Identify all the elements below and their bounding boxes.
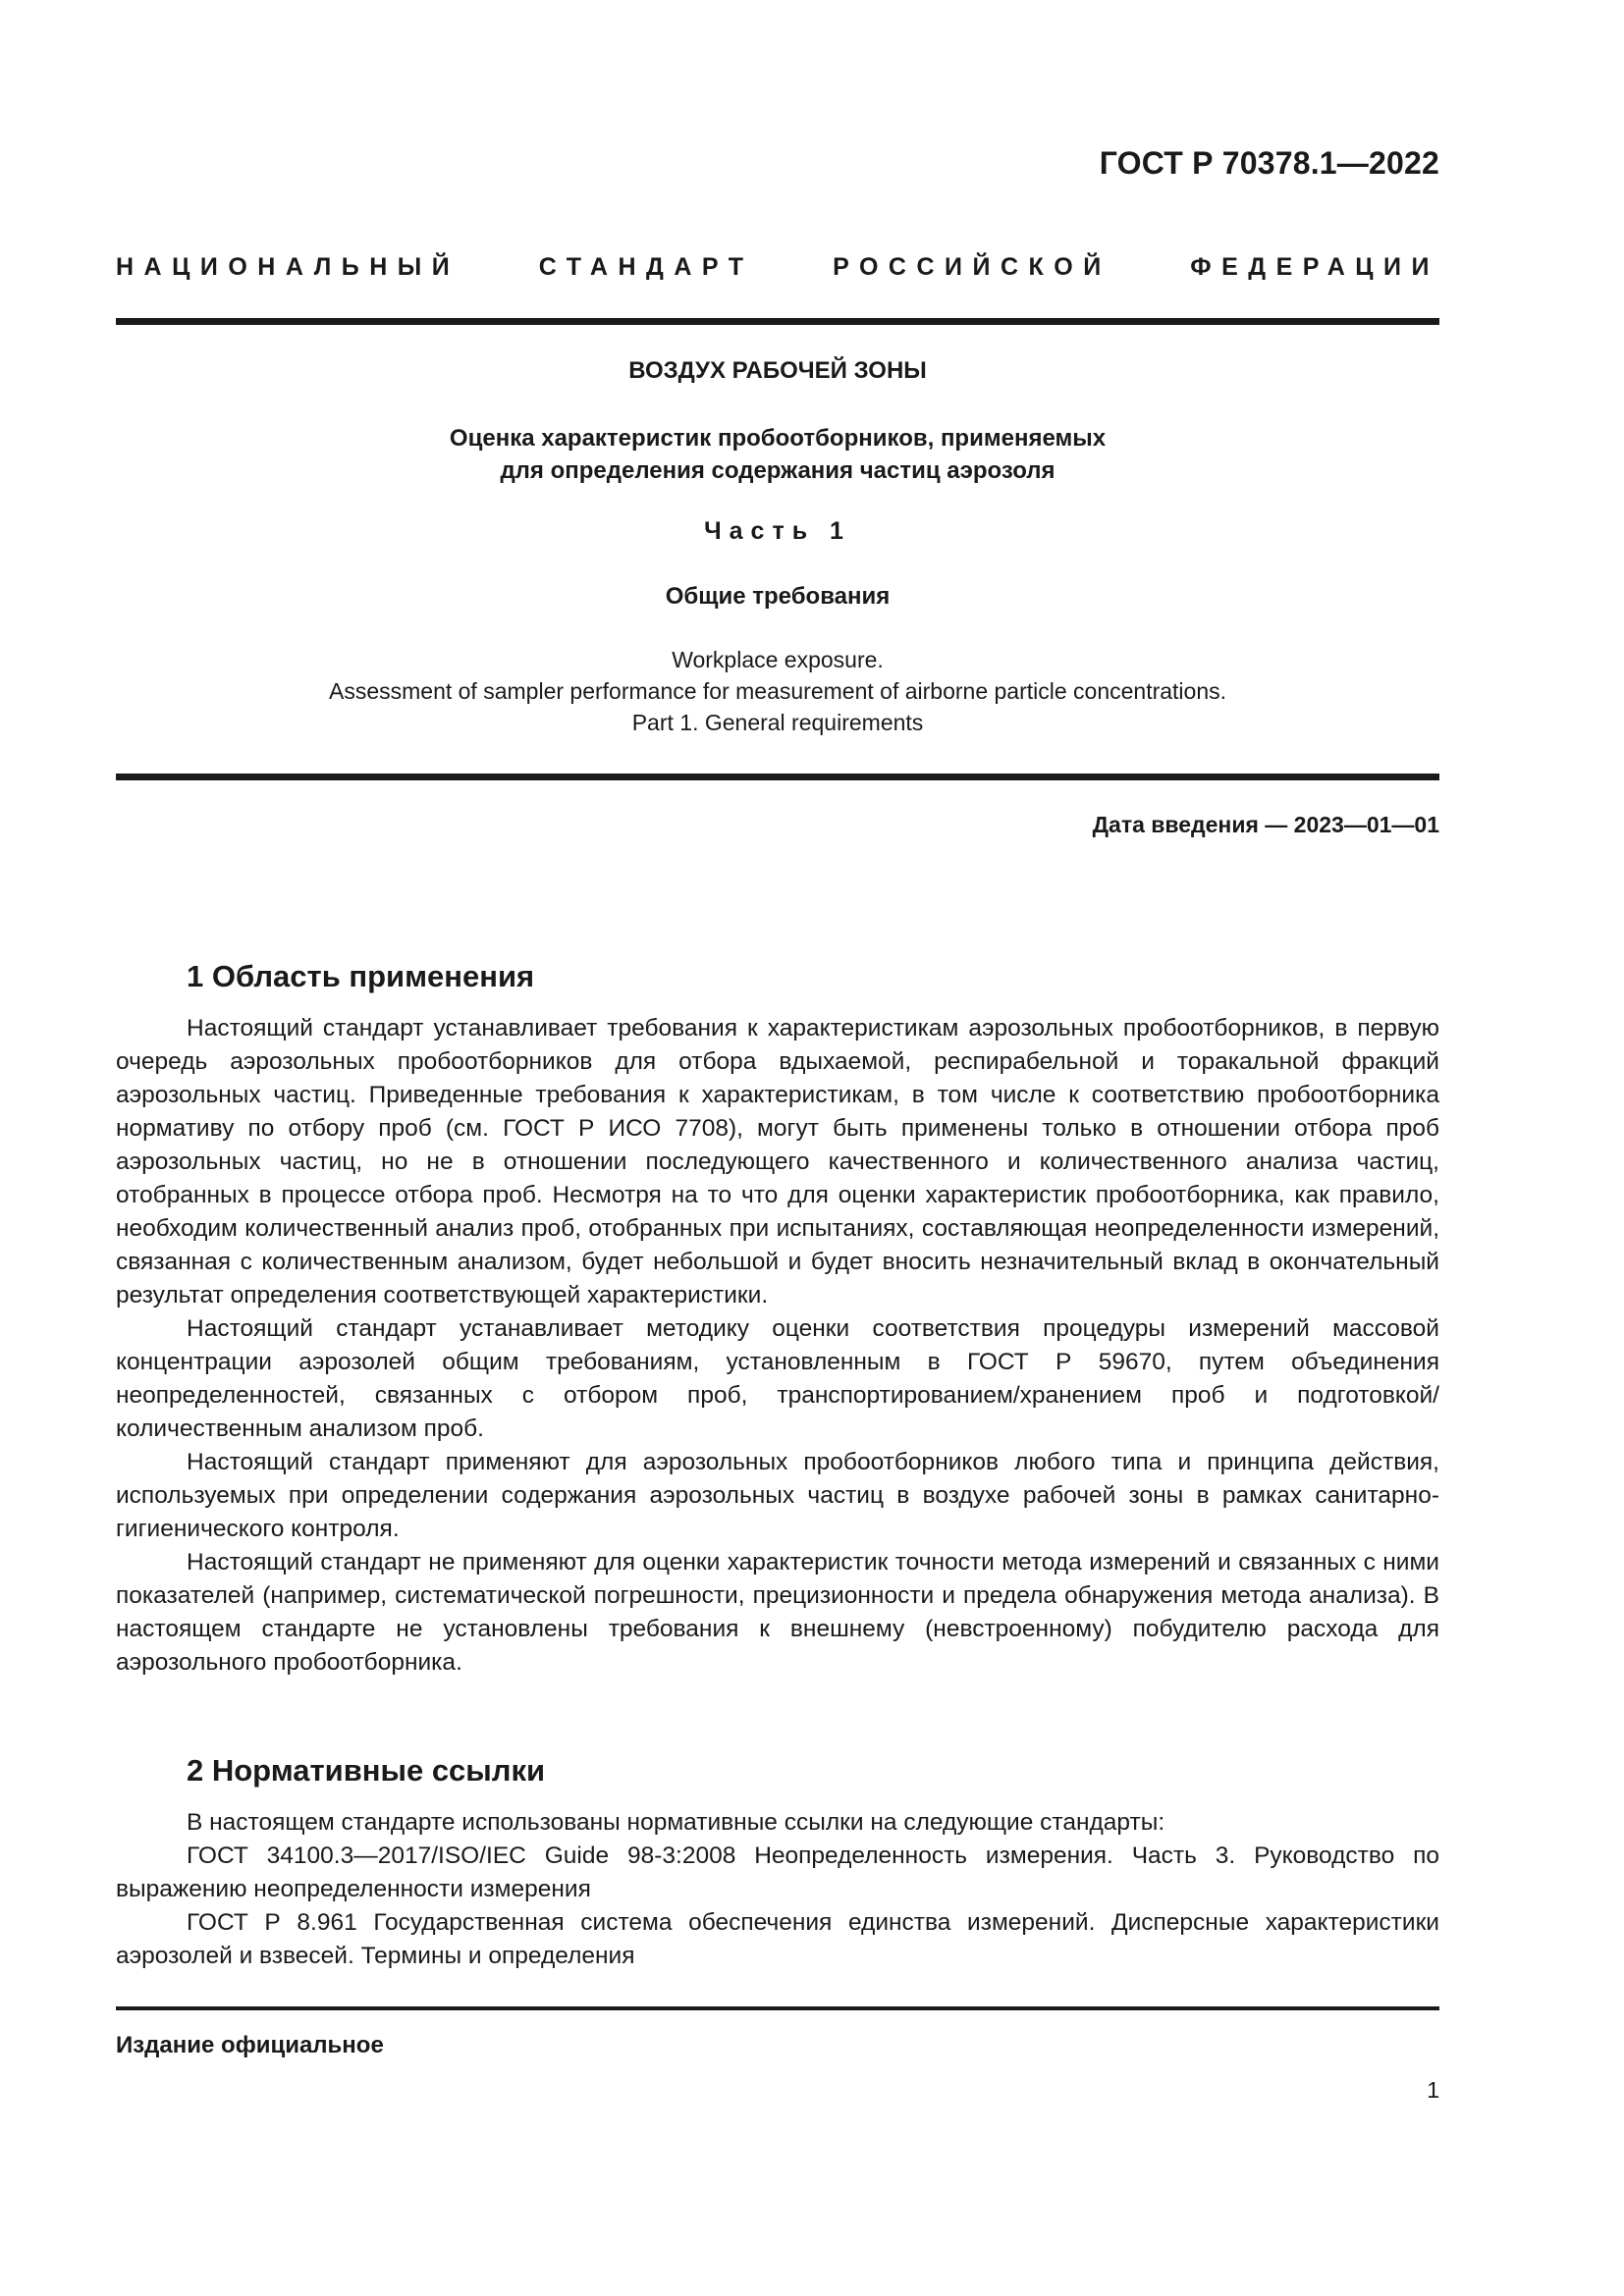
introduction-date: Дата введения — 2023—01—01	[1092, 812, 1439, 837]
reference-item: ГОСТ 34100.3—2017/ISO/IEC Guide 98-3:2008 Неопределенность измерения. Часть 3. Руководство по выражению неопределенности измерения	[116, 1842, 1439, 1902]
top-divider	[116, 318, 1439, 325]
main-title: ВОЗДУХ РАБОЧЕЙ ЗОНЫ	[628, 357, 927, 384]
paragraph: Настоящий стандарт устанавливает требования к характеристикам аэрозольных пробоотборников, в первую очередь аэрозольных пробоотборников для отбора вдыхаемой, респирабельной и торакальной фракций аэрозольных частиц. Приведенные требования к характеристикам, в том числе к соответствию пробоотборника нормативу по отбору проб (см. ГОСТ Р ИСО 7708), могут быть применены только в отношении отбора проб аэрозольных частиц, но не в отношении последующего качественного и количественного анализа частиц, отобранных в процессе отбора проб. Несмотря на то что для оценки характеристик пробоотборника, как правило, необходим количественный анализ проб, отобранных при испытаниях, составляющая неопределенности измерений, связанная с количественным анализом, будет небольшой и будет вносить незначительный вклад в окончательный результат определения соответствующей характеристики.	[116, 1015, 1439, 1308]
document-code: ГОСТ Р 70378.1—2022	[1099, 145, 1439, 181]
english-title-line-1: Workplace exposure.	[672, 647, 884, 672]
subtitle-line-2: для определения содержания частиц аэрозоля	[500, 457, 1056, 484]
section-scope	[116, 959, 1439, 1680]
paragraph: Настоящий стандарт устанавливает методику оценки соответствия процедуры измерений массовой концентрации аэрозолей общим требованиям, установленным в ГОСТ Р 59670, путем объединения неопределенностей, связанных с отбором проб, транспортированием/хранением проб и подготовкой/ количественным анализом проб.	[116, 1315, 1439, 1442]
section-normative-references	[116, 1753, 1439, 1973]
national-standard-heading: НАЦИОНАЛЬНЫЙ СТАНДАРТ РОССИЙСКОЙ ФЕДЕРАЦИИ	[116, 253, 1439, 281]
subtitle	[116, 422, 1439, 487]
part-name: Общие требования	[665, 583, 891, 610]
section-heading: 2 Нормативные ссылки	[187, 1753, 546, 1788]
part-label: Часть 1	[704, 517, 851, 545]
paragraph: Настоящий стандарт не применяют для оценки характеристик точности метода измерений и связанных с ними показателей (например, систематической погрешности, прецизионности и предела обнаружения метода анализа). В настоящем стандарте не установлены требования к внешнему (невстроенному) побудителю расхода для аэрозольного пробоотборника.	[116, 1549, 1439, 1676]
title-divider	[116, 774, 1439, 780]
paragraph: В настоящем стандарте использованы нормативные ссылки на следующие стандарты:	[187, 1809, 1165, 1836]
english-title	[116, 644, 1439, 738]
paragraph: Настоящий стандарт применяют для аэрозольных пробоотборников любого типа и принципа действия, используемых при определении содержания аэрозольных частиц в воздухе рабочей зоны в рамках санитарно-гигиенического контроля.	[116, 1449, 1439, 1542]
english-title-line-2: Assessment of sampler performance for measurement of airborne particle concentrations.	[328, 678, 1227, 704]
section-heading: 1 Область применения	[187, 959, 535, 993]
footer-divider	[116, 2006, 1439, 2010]
official-edition-label: Издание официальное	[116, 2032, 384, 2058]
english-title-line-3: Part 1. General requirements	[631, 710, 924, 735]
page-number: 1	[1427, 2077, 1439, 2103]
reference-item: ГОСТ Р 8.961 Государственная система обеспечения единства измерений. Дисперсные характеристики аэрозолей и взвесей. Термины и определения	[116, 1909, 1439, 1969]
subtitle-line-1: Оценка характеристик пробоотборников, применяемых	[449, 425, 1107, 452]
